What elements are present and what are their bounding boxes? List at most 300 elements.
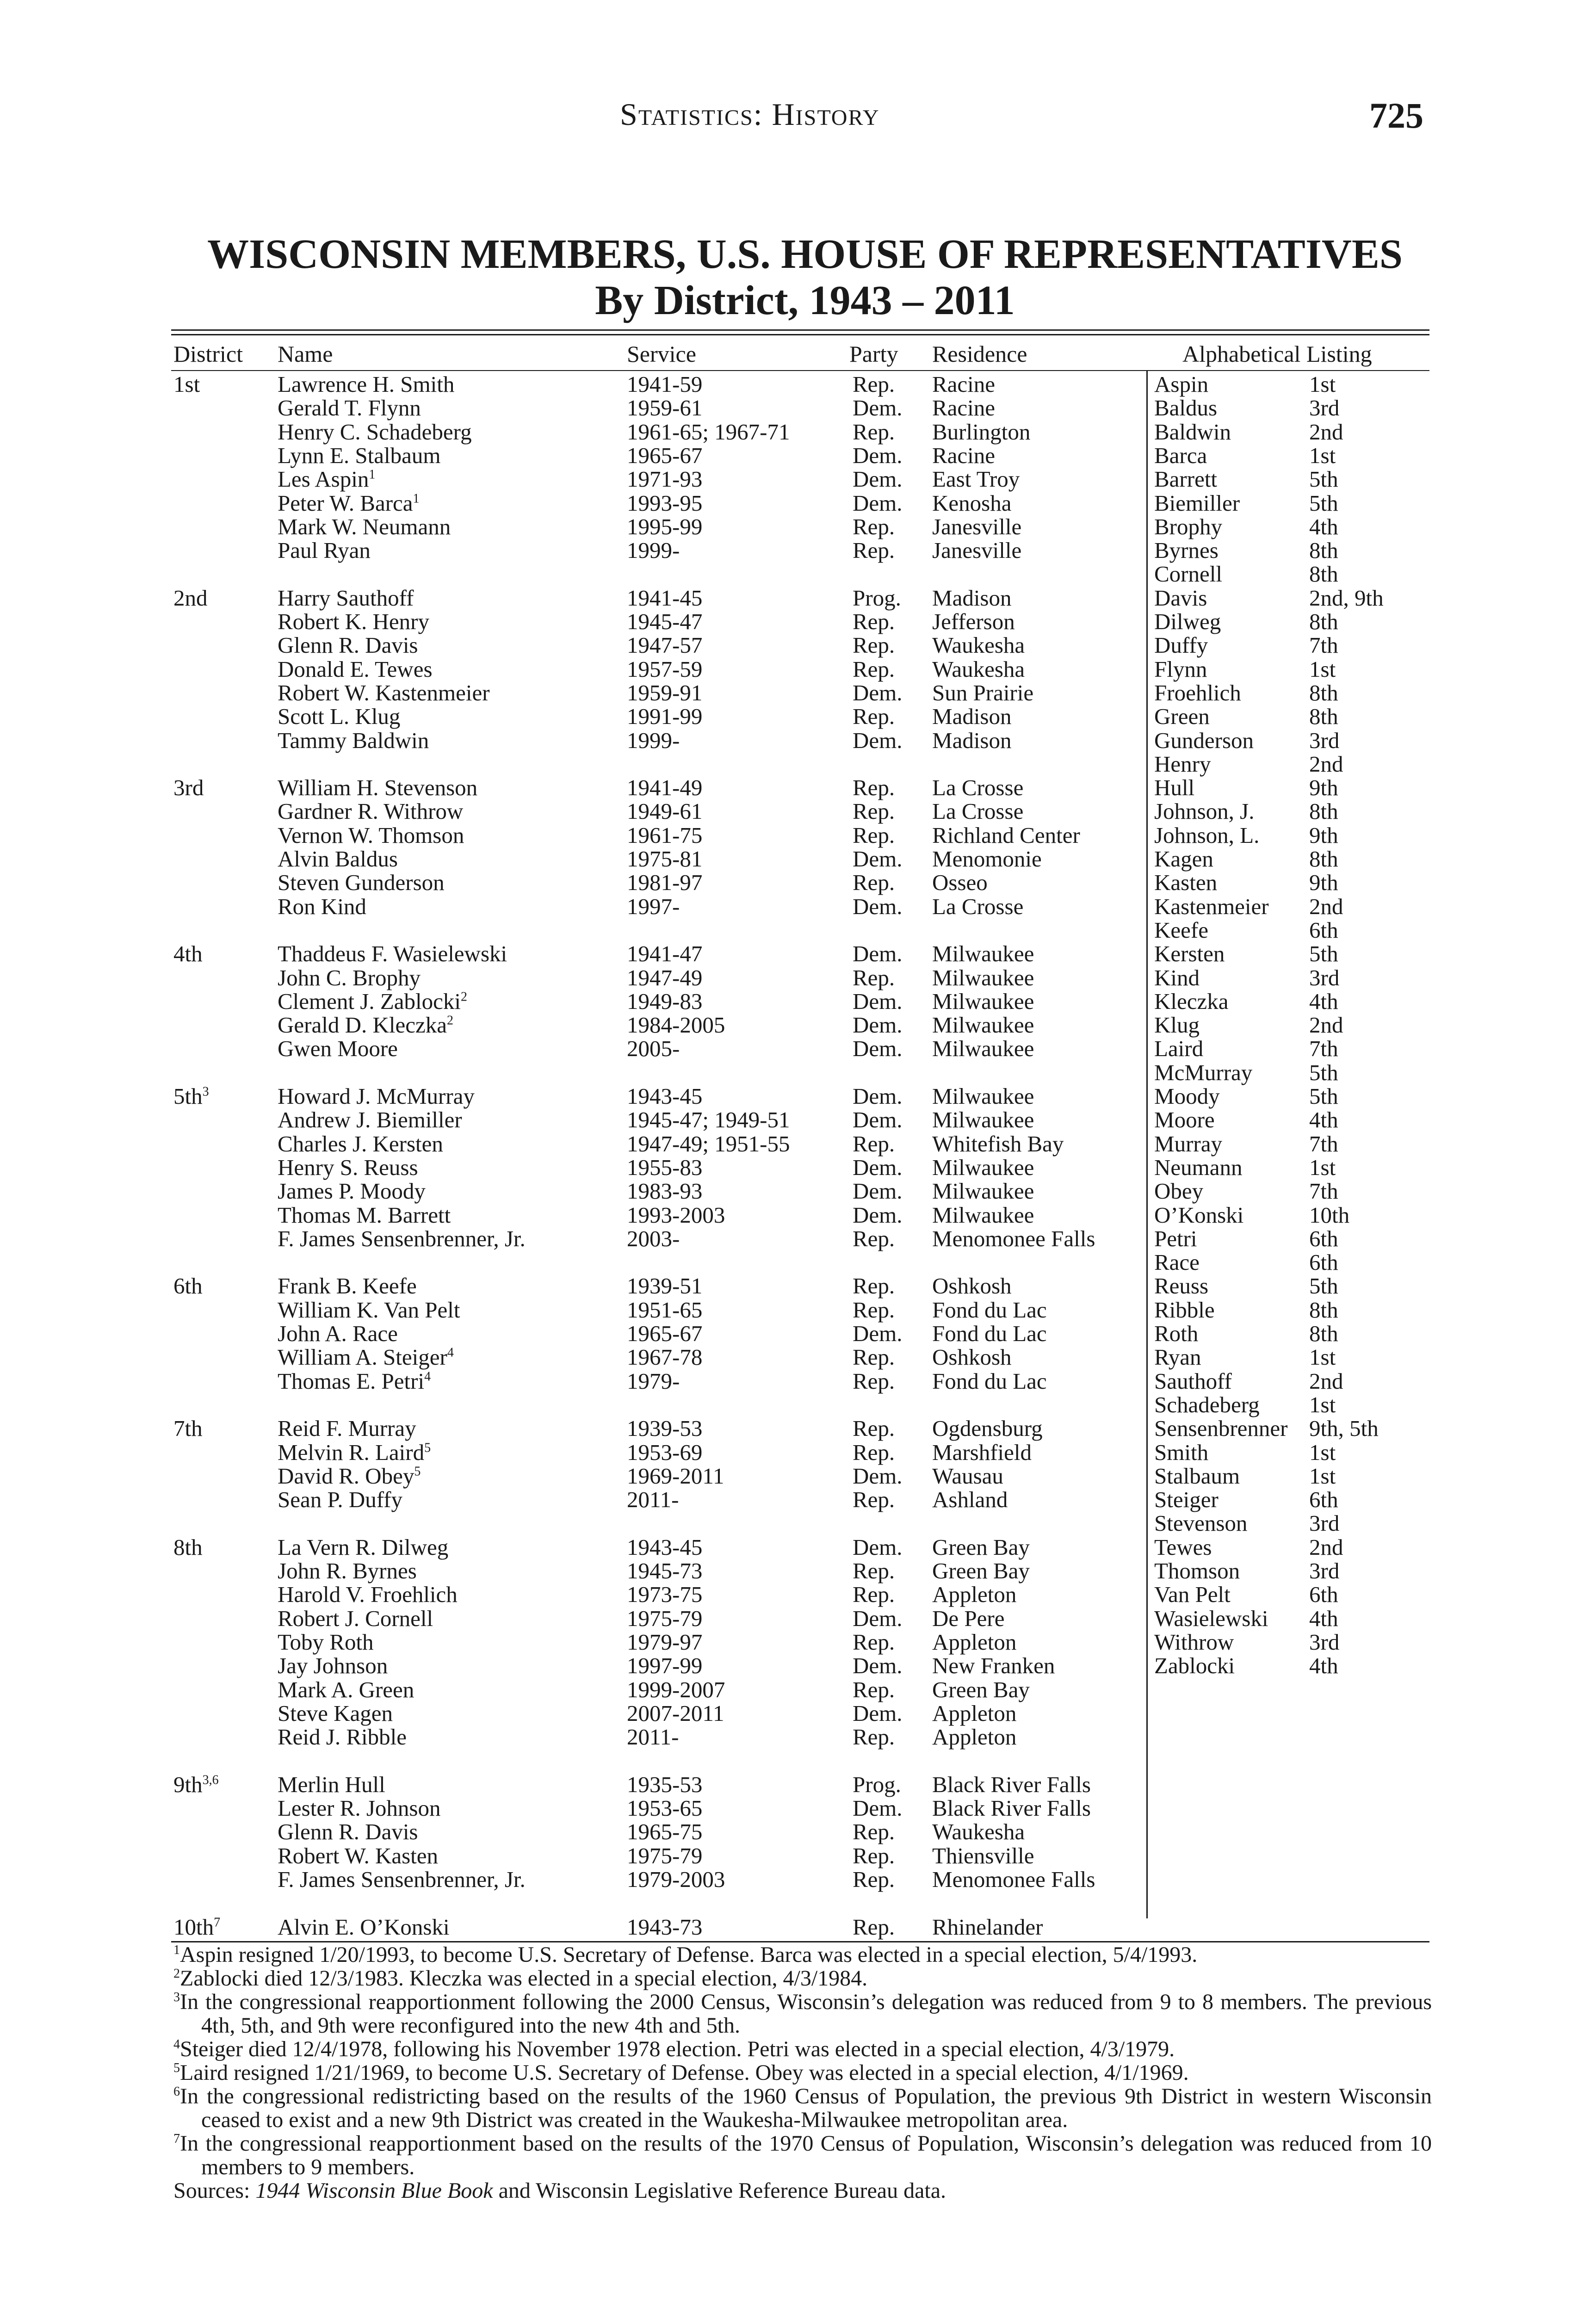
name-text: Glenn R. Davis: [278, 632, 418, 658]
service-cell: 1979-: [627, 1368, 680, 1394]
district-cell: [173, 372, 200, 396]
name-text: Reid J. Ribble: [278, 1724, 407, 1750]
residence-cell: Madison: [932, 727, 1012, 753]
name-text: Andrew J. Biemiller: [278, 1107, 462, 1133]
district-text: 8th: [173, 1534, 203, 1560]
alpha-district: 1st: [1309, 1154, 1336, 1180]
name-cell: [278, 990, 467, 1013]
service-cell: 1935-53: [627, 1771, 703, 1797]
footnote-text: Zablocki died 12/3/1983. Kleczka was elected in a special election, 4/3/1984.: [180, 1966, 868, 1991]
residence-cell: La Crosse: [932, 893, 1024, 919]
residence-cell: Racine: [932, 395, 996, 421]
name-text: F. James Sensenbrenner, Jr.: [278, 1225, 526, 1251]
residence-cell: De Pere: [932, 1605, 1005, 1631]
name-text: Charles J. Kersten: [278, 1131, 443, 1156]
party-cell: Rep.: [853, 1439, 895, 1465]
residence-cell: Madison: [932, 704, 1012, 730]
name-cell: [278, 1535, 448, 1559]
party-cell: Rep.: [853, 822, 895, 848]
name-cell: [278, 1630, 374, 1654]
service-cell: 1965-67: [627, 1321, 703, 1346]
alpha-district: 2nd: [1309, 419, 1343, 445]
alpha-district: 7th: [1309, 1178, 1338, 1204]
name-cell: [278, 1132, 443, 1156]
alpha-name: Murray: [1154, 1131, 1222, 1156]
alpha-name: Kleczka: [1154, 988, 1229, 1014]
service-cell: 1943-73: [627, 1914, 703, 1940]
residence-cell: Menomonie: [932, 846, 1042, 872]
name-text: Howard J. McMurray: [278, 1083, 475, 1109]
district-text: 4th: [173, 941, 203, 967]
service-cell: 1947-57: [627, 632, 703, 658]
name-text: Lawrence H. Smith: [278, 371, 455, 397]
residence-cell: Thiensville: [932, 1843, 1034, 1868]
name-text: Robert W. Kasten: [278, 1843, 439, 1868]
name-cell: [278, 1868, 526, 1891]
alpha-district: 9th: [1309, 822, 1338, 848]
service-cell: 1961-75: [627, 822, 703, 848]
residence-cell: Milwaukee: [932, 1107, 1034, 1133]
footnote-ref: 1: [369, 467, 376, 482]
residence-cell: Janesville: [932, 513, 1022, 539]
name-cell: [278, 942, 507, 965]
name-text: Gerald D. Kleczka: [278, 1012, 447, 1038]
party-cell: Dem.: [853, 1463, 903, 1489]
alpha-name: Withrow: [1154, 1629, 1234, 1655]
district-cell: [173, 1535, 203, 1559]
residence-cell: Racine: [932, 371, 996, 397]
name-cell: [278, 1488, 402, 1511]
alpha-district: 2nd: [1309, 893, 1343, 919]
service-cell: 1999-: [627, 538, 680, 563]
name-cell: [278, 444, 441, 467]
name-text: Toby Roth: [278, 1629, 374, 1655]
name-cell: [278, 1464, 421, 1488]
name-cell: [278, 610, 429, 633]
page-number: 725: [1369, 95, 1423, 136]
alpha-name: Petri: [1154, 1225, 1197, 1251]
service-cell: 1945-47: [627, 609, 703, 634]
residence-cell: Fond du Lac: [932, 1321, 1047, 1346]
name-cell: [278, 1607, 433, 1630]
party-cell: Dem.: [853, 1534, 903, 1560]
name-cell: [278, 1654, 388, 1677]
party-cell: Dem.: [853, 1107, 903, 1133]
name-cell: [278, 1203, 451, 1227]
residence-cell: New Franken: [932, 1653, 1055, 1679]
footnotes: [173, 1943, 1432, 2202]
party-cell: Dem.: [853, 1700, 903, 1726]
residence-cell: Menomonee Falls: [932, 1866, 1095, 1892]
alpha-name: Kastenmeier: [1154, 893, 1269, 919]
service-cell: 1969-2011: [627, 1463, 724, 1489]
alpha-name: Froehlich: [1154, 680, 1241, 705]
alpha-district: 5th: [1309, 466, 1338, 492]
name-text: La Vern R. Dilweg: [278, 1534, 449, 1560]
alpha-left-rule: [1146, 371, 1148, 1918]
alpha-name: Hull: [1154, 775, 1195, 801]
alpha-name: Wasielewski: [1154, 1605, 1268, 1631]
alpha-name: Henry: [1154, 751, 1211, 777]
alpha-name: Gunderson: [1154, 727, 1254, 753]
alpha-district: 2nd: [1309, 1368, 1343, 1394]
residence-cell: Jefferson: [932, 609, 1015, 634]
residence-cell: Milwaukee: [932, 1154, 1034, 1180]
residence-cell: Black River Falls: [932, 1795, 1091, 1821]
name-text: Tammy Baldwin: [278, 727, 429, 753]
district-text: 2nd: [173, 585, 208, 611]
residence-cell: Milwaukee: [932, 1083, 1034, 1109]
alpha-district: 1st: [1309, 1439, 1336, 1465]
alpha-name: Van Pelt: [1154, 1582, 1231, 1608]
alpha-district: 3rd: [1309, 395, 1340, 421]
residence-cell: Ogdensburg: [932, 1416, 1043, 1441]
name-cell: [278, 1179, 426, 1203]
district-cell: [173, 942, 203, 965]
alpha-district: 8th: [1309, 609, 1338, 634]
name-cell: [278, 1416, 416, 1440]
alpha-district: 1st: [1309, 1463, 1336, 1489]
alpha-district: 7th: [1309, 1036, 1338, 1062]
alpha-name: Moody: [1154, 1083, 1220, 1109]
party-cell: Dem.: [853, 941, 903, 967]
residence-cell: Osseo: [932, 870, 988, 896]
footnote-text: In the congressional reapportionment following the 2000 Census, Wisconsin’s delegation was reduced from 9 to 8 members. The previous 4th, 5th, and 9th were reconfigured into the new 4th and 5th.: [180, 1990, 1432, 2038]
party-cell: Rep.: [853, 1344, 895, 1370]
service-cell: 2011-: [627, 1724, 679, 1750]
residence-cell: Appleton: [932, 1582, 1017, 1608]
name-cell: [278, 1108, 462, 1132]
alpha-name: Klug: [1154, 1012, 1200, 1038]
name-text: Lester R. Johnson: [278, 1795, 441, 1821]
footnote-number: 5: [173, 2061, 180, 2075]
name-text: Thomas E. Petri: [278, 1368, 425, 1394]
service-cell: 1999-2007: [627, 1676, 725, 1702]
name-cell: [278, 729, 429, 752]
alpha-name: Brophy: [1154, 513, 1222, 539]
sources-rest: and Wisconsin Legislative Reference Bureau data.: [493, 2178, 946, 2203]
service-cell: 1941-47: [627, 941, 703, 967]
residence-cell: Appleton: [932, 1724, 1017, 1750]
service-cell: 1973-75: [627, 1582, 703, 1608]
party-cell: Dem.: [853, 1653, 903, 1679]
service-cell: 1939-53: [627, 1416, 703, 1441]
district-text: 5th: [173, 1083, 203, 1109]
residence-cell: Milwaukee: [932, 1202, 1034, 1228]
residence-cell: Menomonee Falls: [932, 1225, 1095, 1251]
party-cell: Dem.: [853, 1036, 903, 1062]
name-text: Gwen Moore: [278, 1036, 398, 1062]
service-cell: 1983-93: [627, 1178, 703, 1204]
alpha-district: 6th: [1309, 1225, 1338, 1251]
name-cell: [278, 1678, 414, 1701]
party-cell: Rep.: [853, 419, 895, 445]
footnote-text: Aspin resigned 1/20/1993, to become U.S. Secretary of Defense. Barca was elected in a special election, 5/4/1993.: [180, 1942, 1198, 1967]
name-cell: [278, 776, 477, 799]
residence-cell: La Crosse: [932, 798, 1024, 824]
name-text: John A. Race: [278, 1321, 398, 1346]
name-text: Scott L. Klug: [278, 704, 401, 730]
party-cell: Rep.: [853, 371, 895, 397]
name-cell: [278, 1322, 398, 1345]
name-cell: [278, 1274, 417, 1298]
name-cell: [278, 823, 464, 847]
service-cell: 1997-: [627, 893, 680, 919]
name-cell: [278, 1796, 441, 1820]
service-cell: 1975-79: [627, 1843, 703, 1868]
name-cell: [278, 1298, 460, 1322]
name-text: Henry S. Reuss: [278, 1154, 418, 1180]
party-cell: Dem.: [853, 1154, 903, 1180]
name-cell: [278, 1037, 398, 1060]
alpha-district: 5th: [1309, 1059, 1338, 1085]
service-cell: 1975-81: [627, 846, 703, 872]
party-cell: Rep.: [853, 965, 895, 990]
alpha-district: 8th: [1309, 561, 1338, 587]
name-text: Glenn R. Davis: [278, 1819, 418, 1845]
alpha-name: Stalbaum: [1154, 1463, 1240, 1489]
page-subtitle: By District, 1943 – 2011: [595, 278, 1015, 323]
party-cell: Rep.: [853, 1487, 895, 1513]
service-cell: 2007-2011: [627, 1700, 724, 1726]
name-text: Melvin R. Laird: [278, 1439, 425, 1465]
alpha-name: Neumann: [1154, 1154, 1243, 1180]
service-cell: 1945-47; 1949-51: [627, 1107, 790, 1133]
footnote-ref: 2: [446, 1013, 453, 1028]
name-cell: [278, 420, 472, 444]
name-text: Steven Gunderson: [278, 870, 445, 896]
alpha-name: Johnson, L.: [1154, 822, 1260, 848]
alpha-district: 7th: [1309, 632, 1338, 658]
party-cell: Prog.: [853, 1771, 901, 1797]
alpha-district: 2nd, 9th: [1309, 585, 1384, 611]
district-text: 3rd: [173, 775, 204, 801]
header-service: Service: [627, 341, 696, 367]
district-text: 9th: [173, 1771, 203, 1797]
name-cell: [278, 515, 451, 538]
service-cell: 2003-: [627, 1225, 680, 1251]
party-cell: Rep.: [853, 1629, 895, 1655]
party-cell: Dem.: [853, 680, 903, 705]
residence-cell: Appleton: [932, 1700, 1017, 1726]
service-cell: 1941-59: [627, 371, 703, 397]
alpha-district: 1st: [1309, 1392, 1336, 1417]
name-text: William K. Van Pelt: [278, 1297, 460, 1323]
party-cell: Dem.: [853, 1202, 903, 1228]
alpha-district: 9th, 5th: [1309, 1416, 1379, 1441]
footnote: [173, 2061, 1432, 2084]
service-cell: 1961-65; 1967-71: [627, 419, 790, 445]
residence-cell: Burlington: [932, 419, 1031, 445]
name-cell: [278, 1583, 458, 1606]
alpha-name: Race: [1154, 1249, 1200, 1275]
party-cell: Dem.: [853, 1083, 903, 1109]
alpha-district: 5th: [1309, 1273, 1338, 1299]
residence-cell: Fond du Lac: [932, 1368, 1047, 1394]
district-cell: [173, 1915, 220, 1939]
service-cell: 1955-83: [627, 1154, 703, 1180]
service-cell: 1945-73: [627, 1558, 703, 1583]
alpha-name: Baldwin: [1154, 419, 1231, 445]
name-cell: [278, 895, 366, 918]
party-cell: Dem.: [853, 490, 903, 516]
party-cell: Rep.: [853, 1131, 895, 1156]
party-cell: Rep.: [853, 632, 895, 658]
residence-cell: Janesville: [932, 538, 1022, 563]
alpha-name: Baldus: [1154, 395, 1218, 421]
district-cell: [173, 1416, 203, 1440]
name-text: Gerald T. Flynn: [278, 395, 421, 421]
alpha-district: 2nd: [1309, 751, 1343, 777]
residence-cell: Wausau: [932, 1463, 1003, 1489]
name-cell: [278, 657, 433, 681]
name-cell: [278, 966, 421, 990]
service-cell: 1959-61: [627, 395, 703, 421]
district-text: 7th: [173, 1416, 203, 1441]
name-text: Alvin E. O’Konski: [278, 1914, 450, 1940]
name-cell: [278, 1820, 418, 1843]
alpha-name: Johnson, J.: [1154, 798, 1255, 824]
footnote: [173, 1990, 1432, 2037]
footnote-number: 2: [173, 1967, 180, 1981]
party-cell: Rep.: [853, 1558, 895, 1583]
footnote-ref: 4: [424, 1369, 431, 1384]
name-cell: [278, 1369, 431, 1393]
sources-label: Sources:: [173, 2178, 256, 2203]
name-cell: [278, 871, 445, 894]
district-text: 6th: [173, 1273, 203, 1299]
alpha-district: 3rd: [1309, 965, 1340, 990]
footnote: [173, 1943, 1432, 1967]
party-cell: Rep.: [853, 1582, 895, 1608]
name-text: Jay Johnson: [278, 1653, 388, 1679]
residence-cell: Fond du Lac: [932, 1297, 1047, 1323]
service-cell: 1951-65: [627, 1297, 703, 1323]
party-cell: Dem.: [853, 1178, 903, 1204]
alpha-name: Steiger: [1154, 1487, 1219, 1513]
residence-cell: Green Bay: [932, 1676, 1030, 1702]
alpha-district: 3rd: [1309, 1558, 1340, 1583]
footnote-text: Steiger died 12/4/1978, following his November 1978 election. Petri was elected in a special election, 4/3/1979.: [180, 2037, 1175, 2061]
footnote-ref: 5: [414, 1464, 421, 1479]
alpha-name: Smith: [1154, 1439, 1209, 1465]
alpha-district: 9th: [1309, 870, 1338, 896]
sources-title: 1944 Wisconsin Blue Book: [255, 2178, 493, 2203]
alpha-district: 1st: [1309, 371, 1336, 397]
alpha-name: Kasten: [1154, 870, 1218, 896]
service-cell: 1947-49; 1951-55: [627, 1131, 790, 1156]
residence-cell: Sun Prairie: [932, 680, 1034, 705]
alpha-name: Tewes: [1154, 1534, 1212, 1560]
residence-cell: Milwaukee: [932, 1036, 1034, 1062]
alpha-district: 7th: [1309, 1131, 1338, 1156]
alpha-district: 8th: [1309, 798, 1338, 824]
service-cell: 1943-45: [627, 1534, 703, 1560]
footnote-number: 6: [173, 2084, 180, 2099]
name-text: Thomas M. Barrett: [278, 1202, 451, 1228]
table-top-rule-2: [171, 334, 1429, 335]
name-cell: [278, 538, 371, 562]
alpha-district: 2nd: [1309, 1012, 1343, 1038]
alpha-name: Kersten: [1154, 941, 1225, 967]
footnote-ref: 3,6: [202, 1773, 219, 1787]
party-cell: Dem.: [853, 1321, 903, 1346]
party-cell: Rep.: [853, 1416, 895, 1441]
alpha-name: Schadeberg: [1154, 1392, 1260, 1417]
alpha-name: Keefe: [1154, 917, 1208, 943]
alpha-district: 3rd: [1309, 1629, 1340, 1655]
party-cell: Dem.: [853, 395, 903, 421]
footnote-ref: 5: [424, 1441, 431, 1455]
alpha-name: Obey: [1154, 1178, 1204, 1204]
footnote-ref: 3: [202, 1084, 209, 1099]
name-cell: [278, 1701, 393, 1725]
name-text: William H. Stevenson: [278, 775, 478, 801]
alpha-district: 1st: [1309, 656, 1336, 682]
name-text: Alvin Baldus: [278, 846, 398, 872]
header-name: Name: [278, 341, 333, 367]
footnote: [173, 2037, 1432, 2061]
residence-cell: Richland Center: [932, 822, 1080, 848]
party-cell: Dem.: [853, 893, 903, 919]
district-cell: [173, 1084, 209, 1108]
service-cell: 1991-99: [627, 704, 703, 730]
district-text: 10th: [173, 1914, 214, 1940]
party-cell: Rep.: [853, 1843, 895, 1868]
residence-cell: Appleton: [932, 1629, 1017, 1655]
alpha-name: Laird: [1154, 1036, 1204, 1062]
residence-cell: Waukesha: [932, 656, 1025, 682]
service-cell: 2005-: [627, 1036, 680, 1062]
header-underline: [171, 370, 1429, 371]
service-cell: 1967-78: [627, 1344, 703, 1370]
party-cell: Rep.: [853, 1273, 895, 1299]
alpha-district: 4th: [1309, 1605, 1338, 1631]
alpha-name: Zablocki: [1154, 1653, 1235, 1679]
party-cell: Dem.: [853, 1795, 903, 1821]
name-text: Robert J. Cornell: [278, 1605, 433, 1631]
alpha-district: 1st: [1309, 442, 1336, 468]
residence-cell: East Troy: [932, 466, 1020, 492]
header-residence: Residence: [932, 341, 1027, 367]
footnote-number: 7: [173, 2132, 180, 2146]
name-cell: [278, 1156, 418, 1179]
service-cell: 1953-69: [627, 1439, 703, 1465]
name-text: Paul Ryan: [278, 538, 371, 563]
alpha-name: Ribble: [1154, 1297, 1215, 1323]
alpha-district: 8th: [1309, 704, 1338, 730]
alpha-name: Davis: [1154, 585, 1207, 611]
party-cell: Rep.: [853, 870, 895, 896]
footnote-number: 1: [173, 1943, 180, 1957]
alpha-district: 5th: [1309, 1083, 1338, 1109]
party-cell: Rep.: [853, 1914, 895, 1940]
residence-cell: Oshkosh: [932, 1273, 1012, 1299]
party-cell: Prog.: [853, 585, 901, 611]
name-cell: [278, 1084, 475, 1108]
name-text: Sean P. Duffy: [278, 1487, 402, 1513]
alpha-name: Duffy: [1154, 632, 1208, 658]
alpha-district: 8th: [1309, 538, 1338, 563]
alpha-name: Thomson: [1154, 1558, 1240, 1583]
name-text: Merlin Hull: [278, 1771, 385, 1797]
name-text: Harry Sauthoff: [278, 585, 414, 611]
service-cell: 1975-79: [627, 1605, 703, 1631]
name-cell: [278, 372, 454, 396]
party-cell: Dem.: [853, 466, 903, 492]
residence-cell: Waukesha: [932, 1819, 1025, 1845]
footnote-number: 4: [173, 2037, 180, 2052]
